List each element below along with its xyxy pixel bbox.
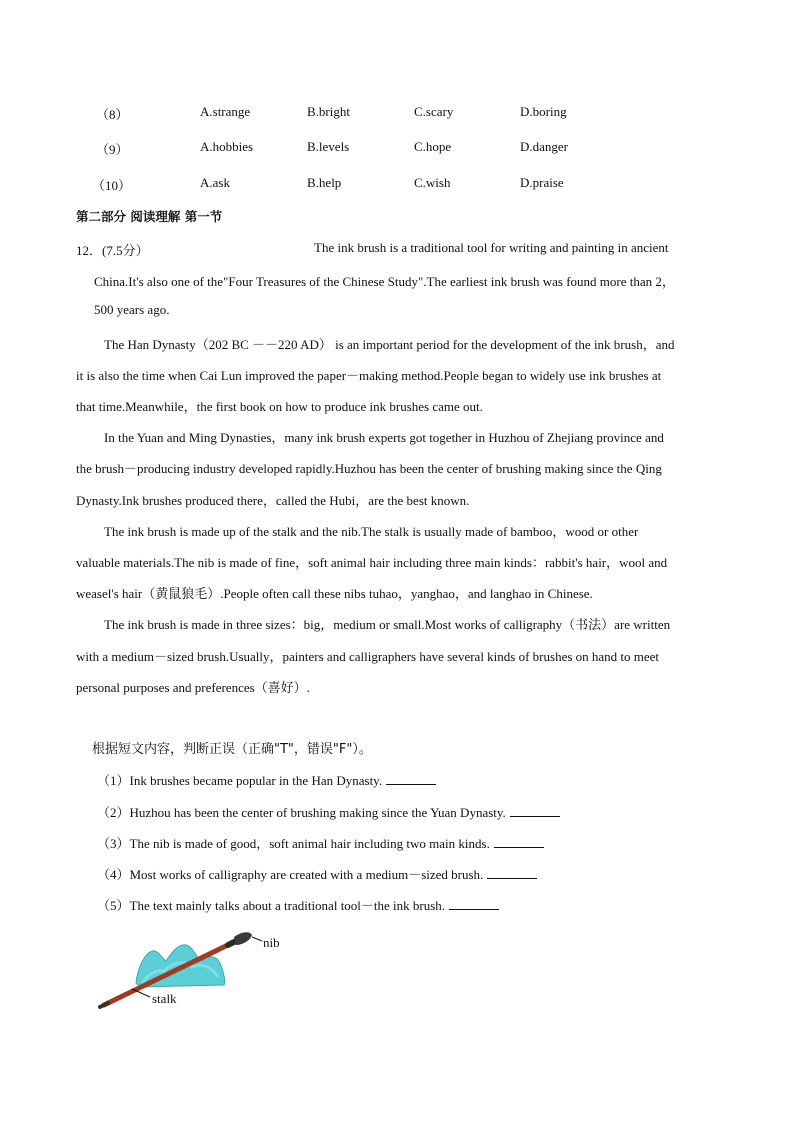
tf-item-text: （3）The nib is made of good，soft animal hair including two main kinds. bbox=[97, 836, 490, 851]
tf-item-text: （2）Huzhou has been the center of brushing making since the Yuan Dynasty. bbox=[97, 805, 506, 820]
passage-line: weasel's hair（黄鼠狼毛）.People often call these nibs tuhao，yanghao，and langhao in Chinese. bbox=[76, 586, 593, 601]
passage-line: The Han Dynasty（202 BC －－220 AD） is an important period for the development of the ink brush，and bbox=[104, 337, 675, 352]
passage-line: 500 years ago. bbox=[94, 302, 170, 317]
question-number: 12．(7.5分） bbox=[76, 243, 149, 258]
passage-line: the brush－producing industry developed rapidly.Huzhou has been the center of brushing making since the Qing bbox=[76, 461, 662, 476]
tf-item bbox=[97, 864, 537, 883]
option-b: B.help bbox=[307, 175, 342, 190]
option-d: D.praise bbox=[520, 175, 564, 190]
brush-nib bbox=[234, 932, 252, 945]
passage-line: Dynasty.Ink brushes produced there，called the Hubi，are the best known. bbox=[76, 493, 470, 508]
passage-line: China.It's also one of the"Four Treasures of the Chinese Study".The earliest ink brush was found more than 2， bbox=[94, 274, 675, 289]
option-c: C.scary bbox=[414, 104, 454, 119]
passage-line: that time.Meanwhile，the first book on how to produce ink brushes came out. bbox=[76, 399, 483, 414]
tf-item bbox=[97, 802, 560, 821]
option-a: A.strange bbox=[200, 104, 251, 119]
option-a: A.ask bbox=[200, 175, 230, 190]
option-c: C.wish bbox=[414, 175, 451, 190]
tf-item bbox=[97, 833, 544, 852]
tf-item-text: （5）The text mainly talks about a traditional tool－the ink brush. bbox=[97, 898, 446, 913]
option-number: （8） bbox=[96, 107, 129, 122]
option-number: （9） bbox=[96, 142, 129, 157]
option-row bbox=[0, 104, 794, 122]
tf-item-text: （1）Ink brushes became popular in the Han Dynasty. bbox=[97, 773, 383, 788]
nib-label: nib bbox=[263, 935, 280, 950]
tf-item-text: （4）Most works of calligraphy are created with a medium－sized brush. bbox=[97, 867, 484, 882]
passage-line: valuable materials.The nib is made of fine，soft animal hair including three main kinds：rabbit's hair，wool and bbox=[76, 555, 668, 570]
passage-line: The ink brush is a traditional tool for writing and painting in ancient bbox=[314, 240, 669, 255]
option-row bbox=[0, 175, 794, 193]
passage-line: personal purposes and preferences（喜好）. bbox=[76, 680, 310, 695]
answer-blank[interactable] bbox=[510, 805, 560, 817]
instruction-text: 根据短文内容，判断正误（正确"T"，错误"F"）。 bbox=[92, 742, 372, 757]
answer-blank[interactable] bbox=[449, 898, 499, 910]
option-c: C.hope bbox=[414, 139, 452, 154]
passage-line: it is also the time when Cai Lun improved the paper－making method.People began to widely use ink brushes at bbox=[76, 368, 662, 383]
passage-line: The ink brush is made up of the stalk and the nib.The stalk is usually made of bamboo，wood or other bbox=[104, 524, 639, 539]
option-b: B.bright bbox=[307, 104, 350, 119]
answer-blank[interactable] bbox=[386, 773, 436, 785]
option-a: A.hobbies bbox=[200, 139, 254, 154]
option-d: D.danger bbox=[520, 139, 569, 154]
passage-line: with a medium－sized brush.Usually，painters and calligraphers have several kinds of brushes on hand to meet bbox=[76, 649, 660, 664]
option-row bbox=[0, 139, 794, 157]
option-b: B.levels bbox=[307, 139, 350, 154]
answer-blank[interactable] bbox=[494, 836, 544, 848]
answer-blank[interactable] bbox=[487, 867, 537, 879]
stalk-label: stalk bbox=[152, 991, 177, 1006]
tf-item bbox=[97, 895, 499, 914]
option-number: （10） bbox=[92, 178, 132, 193]
section-heading: 第二部分 阅读理解 第一节 bbox=[76, 209, 223, 224]
tf-item bbox=[97, 770, 436, 789]
passage-line: The ink brush is made in three sizes：big，medium or small.Most works of calligraphy（书法）are written bbox=[104, 617, 671, 632]
option-d: D.boring bbox=[520, 104, 567, 119]
passage-line: In the Yuan and Ming Dynasties，many ink brush experts got together in Huzhou of Zhejiang province and bbox=[104, 430, 664, 445]
ink-brush-figure bbox=[92, 925, 302, 1025]
